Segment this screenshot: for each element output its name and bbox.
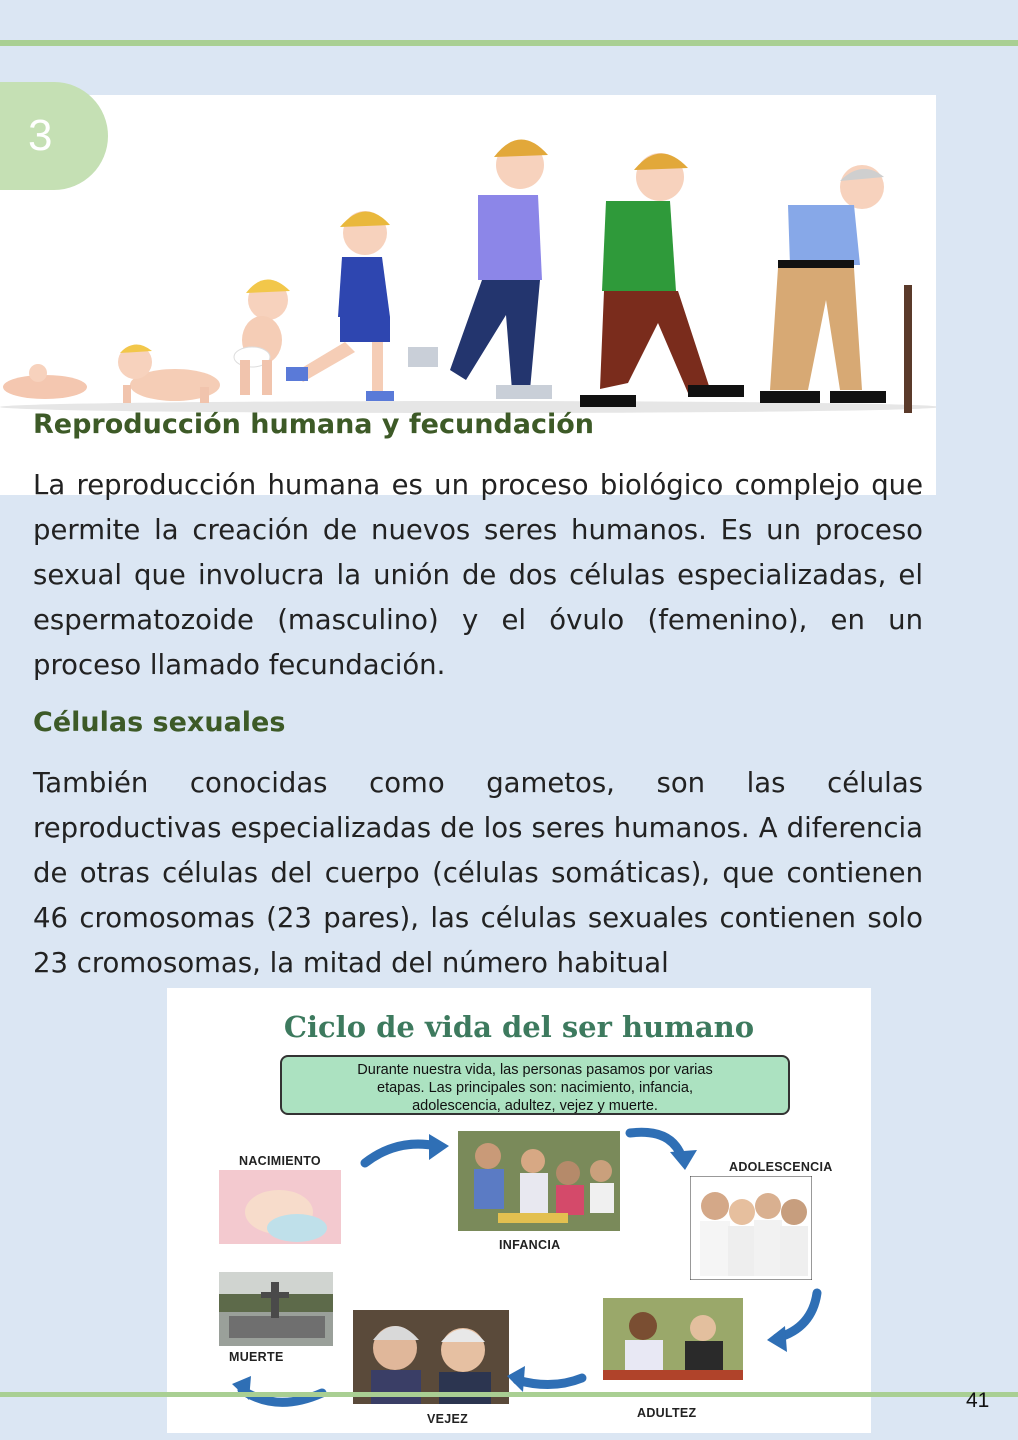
page-number: 41 <box>966 1389 990 1412</box>
stage-label-adolescence: ADOLESCENCIA <box>729 1160 833 1174</box>
stage-label-death: MUERTE <box>229 1350 284 1364</box>
chapter-number-tab: 3 <box>0 82 108 190</box>
stage-label-childhood: INFANCIA <box>499 1238 561 1252</box>
infographic-title: Ciclo de vida del ser humano <box>283 1010 755 1044</box>
elderly-figure <box>760 165 912 413</box>
toddler-figure <box>234 279 290 395</box>
subsection-title: Células sexuales <box>33 707 286 738</box>
crawling-baby-figure <box>118 344 220 403</box>
cells-paragraph: También conocidas como gametos, son las células reproductivas especializadas de los seres humanos. A diferencia de otras células del cuerpo (células somáticas), que contienen 46 cromosomas (23 pares), las células sexuales contienen solo 23 cromosomas, la mitad del número habitual <box>33 767 923 979</box>
infographic-description: Durante nuestra vida, las personas pasamos por varias etapas. Las principales son: nacimiento, infancia, adolescencia, adultez, vejez y muerte. <box>280 1055 790 1115</box>
newborn-figure <box>3 364 87 399</box>
stage-label-old-age: VEJEZ <box>427 1412 469 1426</box>
top-divider <box>0 40 1018 46</box>
life-cycle-infographic <box>167 988 871 1433</box>
child-figure <box>286 211 394 401</box>
bottom-divider <box>0 1392 1018 1397</box>
intro-paragraph: La reproducción humana es un proceso biológico complejo que permite la creación de nuevos seres humanos. Es un proceso sexual que involucra la unión de dos células especializadas, el espermatozoide (masculino) y el óvulo (femenino), en un proceso llamado fecundación. <box>33 469 923 681</box>
cycle-arrows <box>167 988 871 1433</box>
adult-figure <box>580 153 744 407</box>
teenager-figure <box>408 139 552 399</box>
stage-label-adulthood: ADULTEZ <box>637 1406 697 1420</box>
stage-label-birth: NACIMIENTO <box>239 1154 321 1168</box>
section-title: Reproducción humana y fecundación <box>33 409 595 440</box>
